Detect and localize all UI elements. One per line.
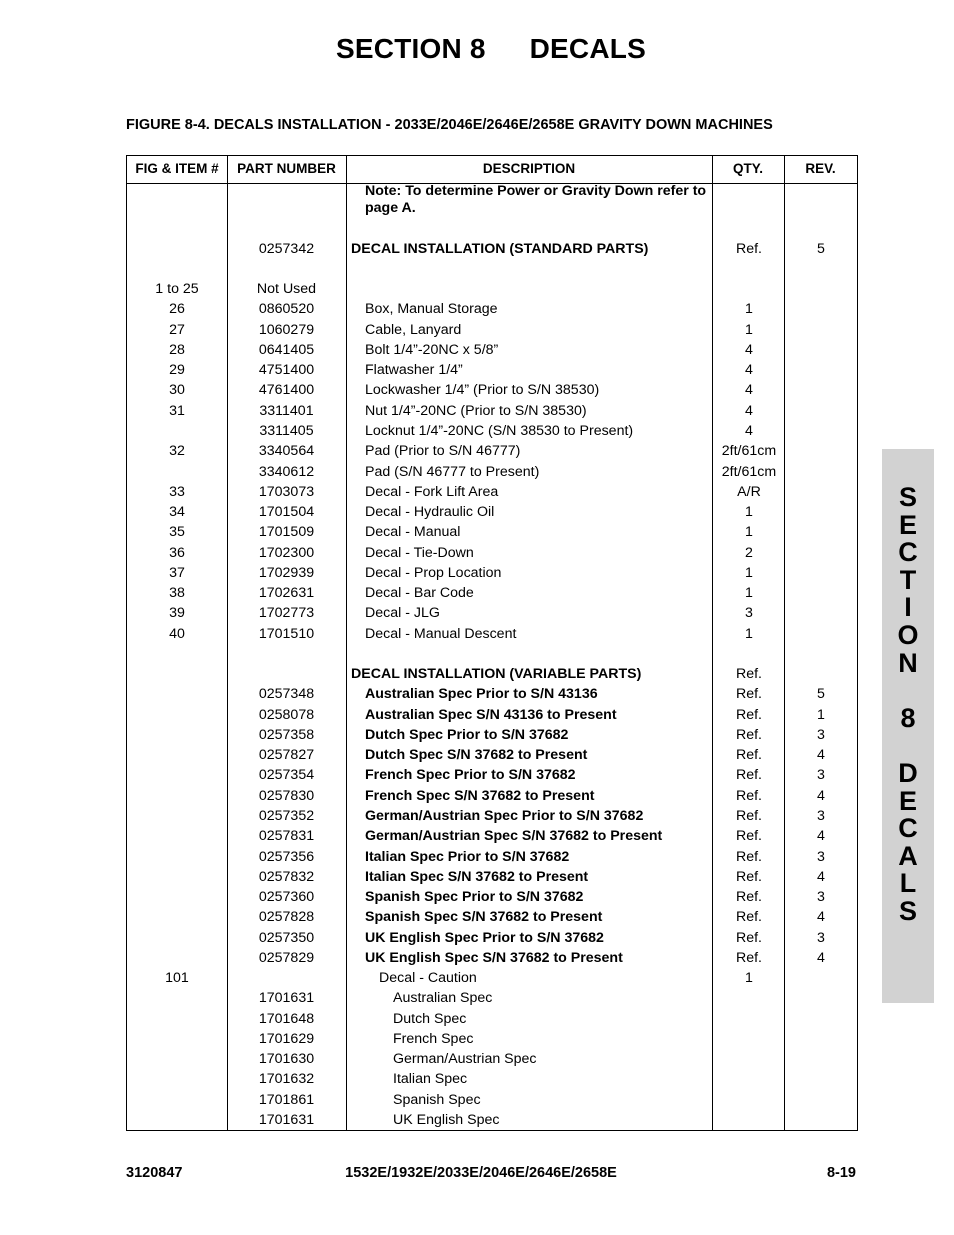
fig-item-cell: 31 [169, 403, 185, 419]
side-tab-letter [882, 732, 934, 760]
side-tab-letter: C [898, 813, 918, 844]
description-cell: DECAL INSTALLATION (VARIABLE PARTS) [351, 666, 642, 682]
section-side-tab [882, 449, 934, 1003]
description-cell: Australian Spec [393, 990, 493, 1006]
table-row [127, 342, 857, 362]
table-row [127, 464, 857, 484]
side-tab-letters [882, 484, 934, 926]
table-row [127, 747, 857, 767]
rev-cell: 4 [817, 828, 825, 844]
table-row [127, 727, 857, 747]
side-tab-letter [882, 677, 934, 705]
description-cell: Locknut 1/4”-20NC (S/N 38530 to Present) [365, 423, 634, 439]
description-cell: Decal - Hydraulic Oil [365, 504, 495, 520]
rev-cell: 4 [817, 869, 825, 885]
part-number-cell: 4751400 [258, 362, 315, 378]
table-row [127, 707, 857, 727]
side-tab-letter: E [898, 509, 917, 540]
description-cell: Decal - JLG [365, 605, 440, 621]
part-number-cell: Not Used [256, 281, 317, 297]
table-row [127, 990, 857, 1010]
fig-item-cell: 38 [169, 585, 185, 601]
description-cell: German/Austrian Spec S/N 37682 to Present [365, 828, 663, 844]
side-tab-letter: I [904, 592, 912, 623]
description-cell: Pad (S/N 46777 to Present) [365, 464, 540, 480]
rev-cell: 3 [817, 767, 825, 783]
description-cell: Dutch Spec [393, 1011, 467, 1027]
qty-cell: A/R [737, 484, 761, 500]
table-row [127, 1112, 857, 1132]
description-cell: UK English Spec Prior to S/N 37682 [365, 930, 604, 946]
description-cell: Decal - Caution [379, 970, 477, 986]
part-number-cell: 0257828 [258, 909, 315, 925]
description-cell: Decal - Bar Code [365, 585, 474, 601]
qty-cell: 1 [745, 565, 753, 581]
part-number-cell: 0257354 [258, 767, 315, 783]
qty-cell: 1 [745, 626, 753, 642]
table-row [127, 322, 857, 342]
part-number-cell: 0257360 [258, 889, 315, 905]
table-row [127, 423, 857, 443]
table-row [127, 970, 857, 990]
part-number-cell: 0257348 [258, 686, 315, 702]
qty-cell: 4 [745, 362, 753, 378]
fig-item-cell: 28 [169, 342, 185, 358]
part-number-cell: 0257831 [258, 828, 315, 844]
description-cell: German/Austrian Spec Prior to S/N 37682 [365, 808, 644, 824]
figure-title: FIGURE 8-4. DECALS INSTALLATION - 2033E/2046E/2646E/2658E GRAVITY DOWN MACHINES [126, 117, 773, 133]
table-row [127, 585, 857, 605]
part-number-cell: 1702300 [258, 545, 315, 561]
qty-cell: 4 [745, 423, 753, 439]
fig-item-cell: 30 [169, 382, 185, 398]
description-cell: Cable, Lanyard [365, 322, 462, 338]
description-cell: Australian Spec S/N 43136 to Present [365, 707, 617, 723]
part-number-cell: 3340564 [258, 443, 315, 459]
table-row [127, 605, 857, 625]
side-tab-letter: E [898, 785, 917, 816]
description-cell: DECAL INSTALLATION (STANDARD PARTS) [351, 241, 649, 257]
table-row [127, 767, 857, 787]
fig-item-cell: 26 [169, 301, 185, 317]
table-row [127, 686, 857, 706]
footer-page-number: 8-19 [826, 1165, 856, 1181]
table-row [127, 1051, 857, 1071]
qty-cell: 1 [745, 970, 753, 986]
table-row [127, 1071, 857, 1091]
footer-doc-number: 3120847 [126, 1165, 183, 1181]
table-row [127, 869, 857, 889]
qty-cell: Ref. [735, 788, 763, 804]
rev-cell: 4 [817, 950, 825, 966]
rev-cell: 4 [817, 747, 825, 763]
col-header-description: DESCRIPTION [482, 161, 576, 176]
part-number-cell: 0860520 [258, 301, 315, 317]
part-number-cell: 1702631 [258, 585, 315, 601]
fig-item-cell: 101 [165, 970, 189, 986]
table-row [127, 788, 857, 808]
part-number-cell: 1701510 [258, 626, 315, 642]
fig-item-cell: 34 [169, 504, 185, 520]
col-header-part: PART NUMBER [237, 161, 336, 176]
part-number-cell: 0257356 [258, 849, 315, 865]
table-row [127, 930, 857, 950]
side-tab-letter: C [898, 537, 918, 568]
table-row [127, 362, 857, 382]
qty-cell: Ref. [735, 889, 763, 905]
qty-cell: 1 [745, 301, 753, 317]
table-row [127, 1092, 857, 1112]
qty-cell: 4 [745, 342, 753, 358]
table-row [127, 403, 857, 423]
table-row [127, 808, 857, 828]
rev-cell: 3 [817, 808, 825, 824]
description-cell: Spanish Spec Prior to S/N 37682 [365, 889, 584, 905]
description-cell: French Spec Prior to S/N 37682 [365, 767, 576, 783]
part-number-cell: 0641405 [258, 342, 315, 358]
description-cell: Pad (Prior to S/N 46777) [365, 443, 521, 459]
qty-cell: Ref. [735, 767, 763, 783]
part-number-cell: 1701630 [258, 1051, 315, 1067]
fig-item-cell: 29 [169, 362, 185, 378]
part-number-cell: 0257827 [258, 747, 315, 763]
description-cell: Dutch Spec S/N 37682 to Present [365, 747, 588, 763]
part-number-cell: 0257352 [258, 808, 315, 824]
fig-item-cell: 33 [169, 484, 185, 500]
part-number-cell: 0257832 [258, 869, 315, 885]
description-cell: Lockwasher 1/4” (Prior to S/N 38530) [365, 382, 600, 398]
qty-cell: Ref. [735, 930, 763, 946]
footer-models: 1532E/1932E/2033E/2046E/2646E/2658E [345, 1165, 617, 1181]
table-row [127, 524, 857, 544]
rev-cell: 3 [817, 889, 825, 905]
part-number-cell: 1702939 [258, 565, 315, 581]
part-number-cell: 0257342 [258, 241, 315, 257]
part-number-cell: 3311405 [259, 423, 314, 439]
table-row [127, 484, 857, 504]
section-title [0, 33, 954, 65]
qty-cell: Ref. [735, 909, 763, 925]
rev-cell: 3 [817, 849, 825, 865]
table-row [127, 504, 857, 524]
fig-item-cell: 39 [169, 605, 185, 621]
qty-cell: Ref. [735, 747, 763, 763]
rev-cell: 3 [817, 727, 825, 743]
table-row [127, 301, 857, 321]
qty-cell: 4 [745, 382, 753, 398]
part-number-cell: 1703073 [258, 484, 315, 500]
rev-cell: 1 [817, 707, 825, 723]
side-tab-letter: N [898, 647, 918, 678]
table-row [127, 382, 857, 402]
part-number-cell: 3340612 [258, 464, 315, 480]
qty-cell: Ref. [735, 828, 763, 844]
table-row [127, 849, 857, 869]
rev-cell: 5 [817, 686, 825, 702]
qty-cell: 3 [745, 605, 753, 621]
part-number-cell: 0258078 [258, 707, 315, 723]
qty-cell: 1 [745, 504, 753, 520]
qty-cell: 2ft/61cm [721, 464, 777, 480]
description-cell: Decal - Manual Descent [365, 626, 517, 642]
table-row [127, 565, 857, 585]
description-cell: UK English Spec S/N 37682 to Present [365, 950, 623, 966]
side-tab-letter: T [899, 564, 917, 595]
col-header-rev: REV. [805, 161, 836, 176]
rev-cell: 4 [817, 909, 825, 925]
qty-cell: Ref. [735, 241, 763, 257]
fig-item-cell: 27 [169, 322, 185, 338]
description-cell: Dutch Spec Prior to S/N 37682 [365, 727, 569, 743]
side-tab-letter: S [898, 482, 917, 512]
fig-item-cell: 36 [169, 545, 185, 561]
section-label: SECTION 8 [336, 33, 486, 64]
description-cell: French Spec [393, 1031, 474, 1047]
fig-item-cell: 37 [169, 565, 185, 581]
description-cell: Flatwasher 1/4” [365, 362, 463, 378]
part-number-cell: 0257829 [258, 950, 315, 966]
description-cell: Italian Spec S/N 37682 to Present [365, 869, 589, 885]
qty-cell: 2 [745, 545, 753, 561]
description-cell: Italian Spec Prior to S/N 37682 [365, 849, 570, 865]
qty-cell: 1 [745, 585, 753, 601]
part-number-cell: 1701861 [258, 1092, 315, 1108]
parts-table [126, 155, 858, 1131]
description-cell: UK English Spec [393, 1112, 500, 1128]
description-cell: Spanish Spec S/N 37682 to Present [365, 909, 603, 925]
fig-item-cell: 35 [169, 524, 185, 540]
qty-cell: 4 [745, 403, 753, 419]
qty-cell: 1 [745, 524, 753, 540]
description-cell: German/Austrian Spec [393, 1051, 537, 1067]
qty-cell: 1 [745, 322, 753, 338]
rev-cell: 3 [817, 930, 825, 946]
side-tab-letter: D [898, 757, 918, 788]
qty-cell: Ref. [735, 666, 763, 682]
table-row [127, 443, 857, 463]
fig-item-cell: 1 to 25 [155, 281, 199, 297]
part-number-cell: 0257350 [258, 930, 315, 946]
col-header-qty: QTY. [732, 161, 763, 176]
table-note: Note: To determine Power or Gravity Down refer to page A. [365, 183, 707, 216]
table-row [127, 1011, 857, 1031]
table-row [127, 950, 857, 970]
rev-cell: 4 [817, 788, 825, 804]
description-cell: Australian Spec Prior to S/N 43136 [365, 686, 598, 702]
side-tab-letter: L [899, 868, 917, 899]
qty-cell: Ref. [735, 727, 763, 743]
description-cell: Nut 1/4”-20NC (Prior to S/N 38530) [365, 403, 587, 419]
description-cell: Decal - Fork Lift Area [365, 484, 499, 500]
qty-cell: Ref. [735, 849, 763, 865]
fig-item-cell: 32 [169, 443, 185, 459]
description-cell: Box, Manual Storage [365, 301, 498, 317]
part-number-cell: 1701632 [258, 1071, 315, 1087]
table-row [127, 626, 857, 646]
table-row [127, 909, 857, 929]
section-name: DECALS [529, 33, 646, 64]
qty-cell: Ref. [735, 686, 763, 702]
table-row [127, 828, 857, 848]
qty-cell: Ref. [735, 707, 763, 723]
part-number-cell: 1701504 [258, 504, 315, 520]
side-tab-letter: 8 [900, 702, 916, 733]
col-header-fig: FIG & ITEM # [135, 161, 219, 176]
table-row [127, 281, 857, 301]
table-row [127, 545, 857, 565]
qty-cell: Ref. [735, 869, 763, 885]
part-number-cell: 1701509 [258, 524, 315, 540]
part-number-cell: 1701631 [258, 1112, 315, 1128]
part-number-cell: 1060279 [258, 322, 315, 338]
rev-cell: 5 [817, 241, 825, 257]
part-number-cell: 4761400 [258, 382, 315, 398]
table-row [127, 889, 857, 909]
part-number-cell: 3311401 [259, 403, 314, 419]
qty-cell: Ref. [735, 950, 763, 966]
side-tab-letter: S [898, 895, 917, 926]
description-cell: Decal - Manual [365, 524, 461, 540]
side-tab-letter: A [898, 840, 918, 871]
side-tab-letter: O [897, 619, 919, 650]
part-number-cell: 1702773 [258, 605, 315, 621]
table-row [127, 666, 857, 686]
description-cell: Spanish Spec [393, 1092, 481, 1108]
table-row [127, 241, 857, 261]
part-number-cell: 0257358 [258, 727, 315, 743]
part-number-cell: 1701648 [258, 1011, 315, 1027]
part-number-cell: 1701629 [258, 1031, 315, 1047]
fig-item-cell: 40 [169, 626, 185, 642]
description-cell: French Spec S/N 37682 to Present [365, 788, 595, 804]
part-number-cell: 1701631 [258, 990, 315, 1006]
description-cell: Bolt 1/4”-20NC x 5/8” [365, 342, 499, 358]
description-cell: Decal - Tie-Down [365, 545, 474, 561]
part-number-cell: 0257830 [258, 788, 315, 804]
description-cell: Italian Spec [393, 1071, 468, 1087]
qty-cell: Ref. [735, 808, 763, 824]
qty-cell: 2ft/61cm [721, 443, 777, 459]
description-cell: Decal - Prop Location [365, 565, 502, 581]
table-row [127, 1031, 857, 1051]
